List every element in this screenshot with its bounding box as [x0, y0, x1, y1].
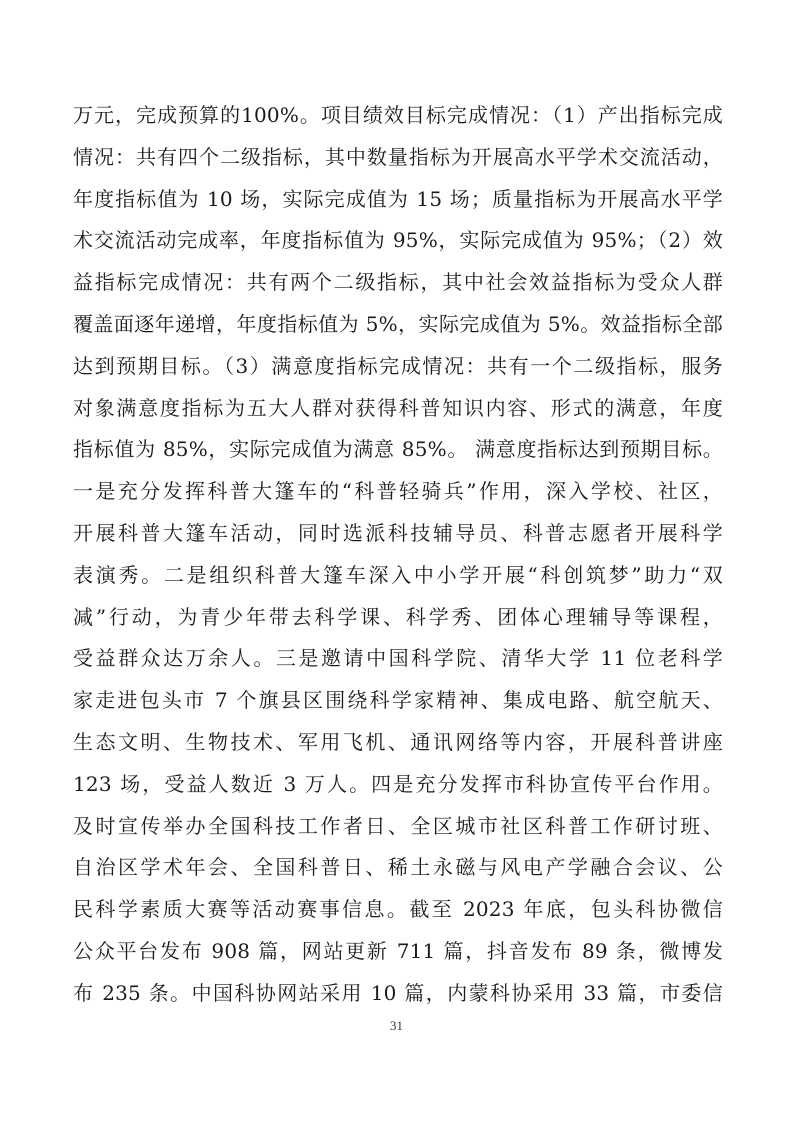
page-number: 31	[390, 1018, 403, 1033]
text-line: 自治区学术年会、全国科普日、稀土永磁与风电产学融合会议、公	[73, 855, 723, 880]
text-line: 益指标完成情况：共有两个二级指标，其中社会效益指标为受众人群	[73, 270, 723, 295]
text-line: 情况：共有四个二级指标，其中数量指标为开展高水平学术交流活动，	[73, 144, 723, 169]
text-line: 万元，完成预算的100%。项目绩效目标完成情况：（1）产出指标完成	[73, 103, 723, 127]
text-line: 年度指标值为 10 场，实际完成值为 15 场；质量指标为开展高水平学	[73, 186, 723, 211]
text-line: 指标值为 85%，实际完成值为满意 85%。 满意度指标达到预期目标。	[73, 437, 723, 462]
text-line: 达到预期目标。（3）满意度指标完成情况：共有一个二级指标，服务	[73, 353, 723, 378]
text-line: 术交流活动完成率，年度指标值为 95%，实际完成值为 95%；（2）效	[73, 228, 723, 253]
text-line: 布 235 条。中国科协网站采用 10 篇，内蒙科协采用 33 篇，市委信	[73, 980, 723, 1005]
text-line: 123 场，受益人数近 3 万人。四是充分发挥市科协宣传平台作用。	[73, 771, 723, 796]
text-line: 表演秀。二是组织科普大篷车深入中小学开展“科创筑梦”助力“双	[73, 562, 723, 587]
text-line: 受益群众达万余人。三是邀请中国科学院、清华大学 11 位老科学	[73, 646, 723, 671]
text-line: 对象满意度指标为五大人群对获得科普知识内容、形式的满意，年度	[73, 395, 723, 420]
text-line: 民科学素质大赛等活动赛事信息。截至 2023 年底，包头科协微信	[73, 897, 723, 922]
text-line: 及时宣传举办全国科技工作者日、全区城市社区科普工作研讨班、	[73, 813, 723, 838]
text-line: 公众平台发布 908 篇，网站更新 711 篇，抖音发布 89 条，微博发	[73, 938, 723, 963]
text-line: 减”行动，为青少年带去科学课、科学秀、团体心理辅导等课程，	[73, 604, 723, 629]
text-line: 开展科普大篷车活动，同时选派科技辅导员、科普志愿者开展科学	[73, 520, 723, 545]
text-line: 生态文明、生物技术、军用飞机、通讯网络等内容，开展科普讲座	[73, 729, 723, 754]
text-line: 一是充分发挥科普大篷车的“科普轻骑兵”作用，深入学校、社区，	[73, 479, 723, 504]
text-line: 覆盖面逐年递增，年度指标值为 5%，实际完成值为 5%。效益指标全部	[73, 311, 723, 336]
text-line: 家走进包头市 7 个旗县区围绕科学家精神、集成电路、航空航天、	[73, 688, 723, 713]
body-text	[73, 95, 723, 1015]
